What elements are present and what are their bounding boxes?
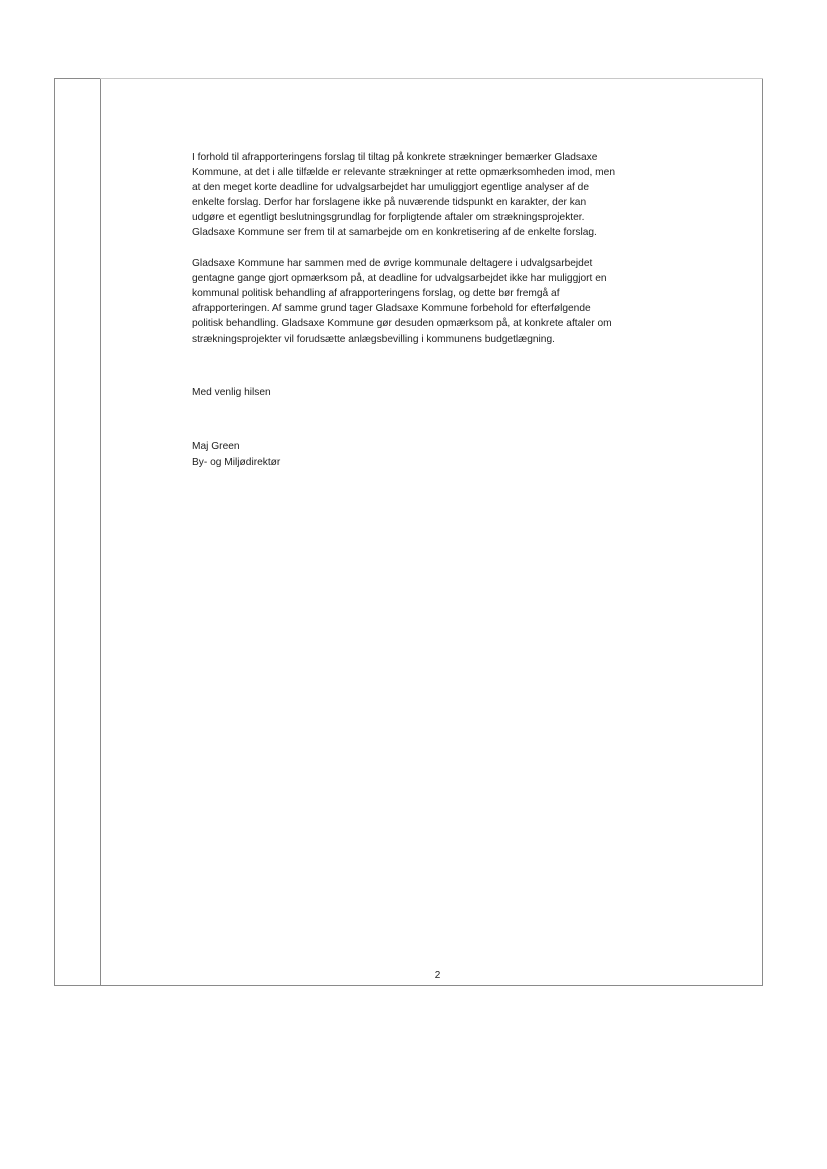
closing-salutation: Med venlig hilsen bbox=[192, 387, 271, 398]
letter-body bbox=[192, 150, 692, 362]
signature-block bbox=[192, 439, 280, 471]
signatory-title: By- og Miljødirektør bbox=[192, 457, 281, 468]
page-number: 2 bbox=[434, 970, 441, 981]
header-rule bbox=[100, 78, 763, 79]
signatory-name: Maj Green bbox=[192, 441, 240, 452]
body-paragraph-1: I forhold til afrapporteringens forslag til tiltag på konkrete strækninger bemærker Gladsaxe Kommune, at det i alle tilfælde er relevante strækninger at rette opmærksomheden imod, men at den meget korte deadline for udvalgsarbejdet har umuliggjort egentlige analyser af de enkelte forslag. Derfor har forslagene ikke på nuværende tidspunkt en karakter, der kan udgøre et egentligt beslutningsgrundlag for forpligtende aftaler om strækningsprojekter. Gladsaxe Kommune ser frem til at samarbejde om en konkretisering af de enkelte forslag. bbox=[192, 152, 615, 239]
margin-line bbox=[100, 78, 101, 986]
body-paragraph-2: Gladsaxe Kommune har sammen med de øvrige kommunale deltagere i udvalgsarbejdet gentagne gange gjort opmærksom på, at deadline for udvalgsarbejdet ikke har muliggjort en kommunal politisk behandling af afrapporteringens forslag, og dette bør fremgå af afrapporteringen. Af samme grund tager Gladsaxe Kommune forbehold for efterfølgende politisk behandling. Gladsaxe Kommune gør desuden opmærksom på, at konkrete aftaler om strækningsprojekter vil forudsætte anlægsbevilling i kommunens budgetlægning. bbox=[192, 258, 612, 345]
